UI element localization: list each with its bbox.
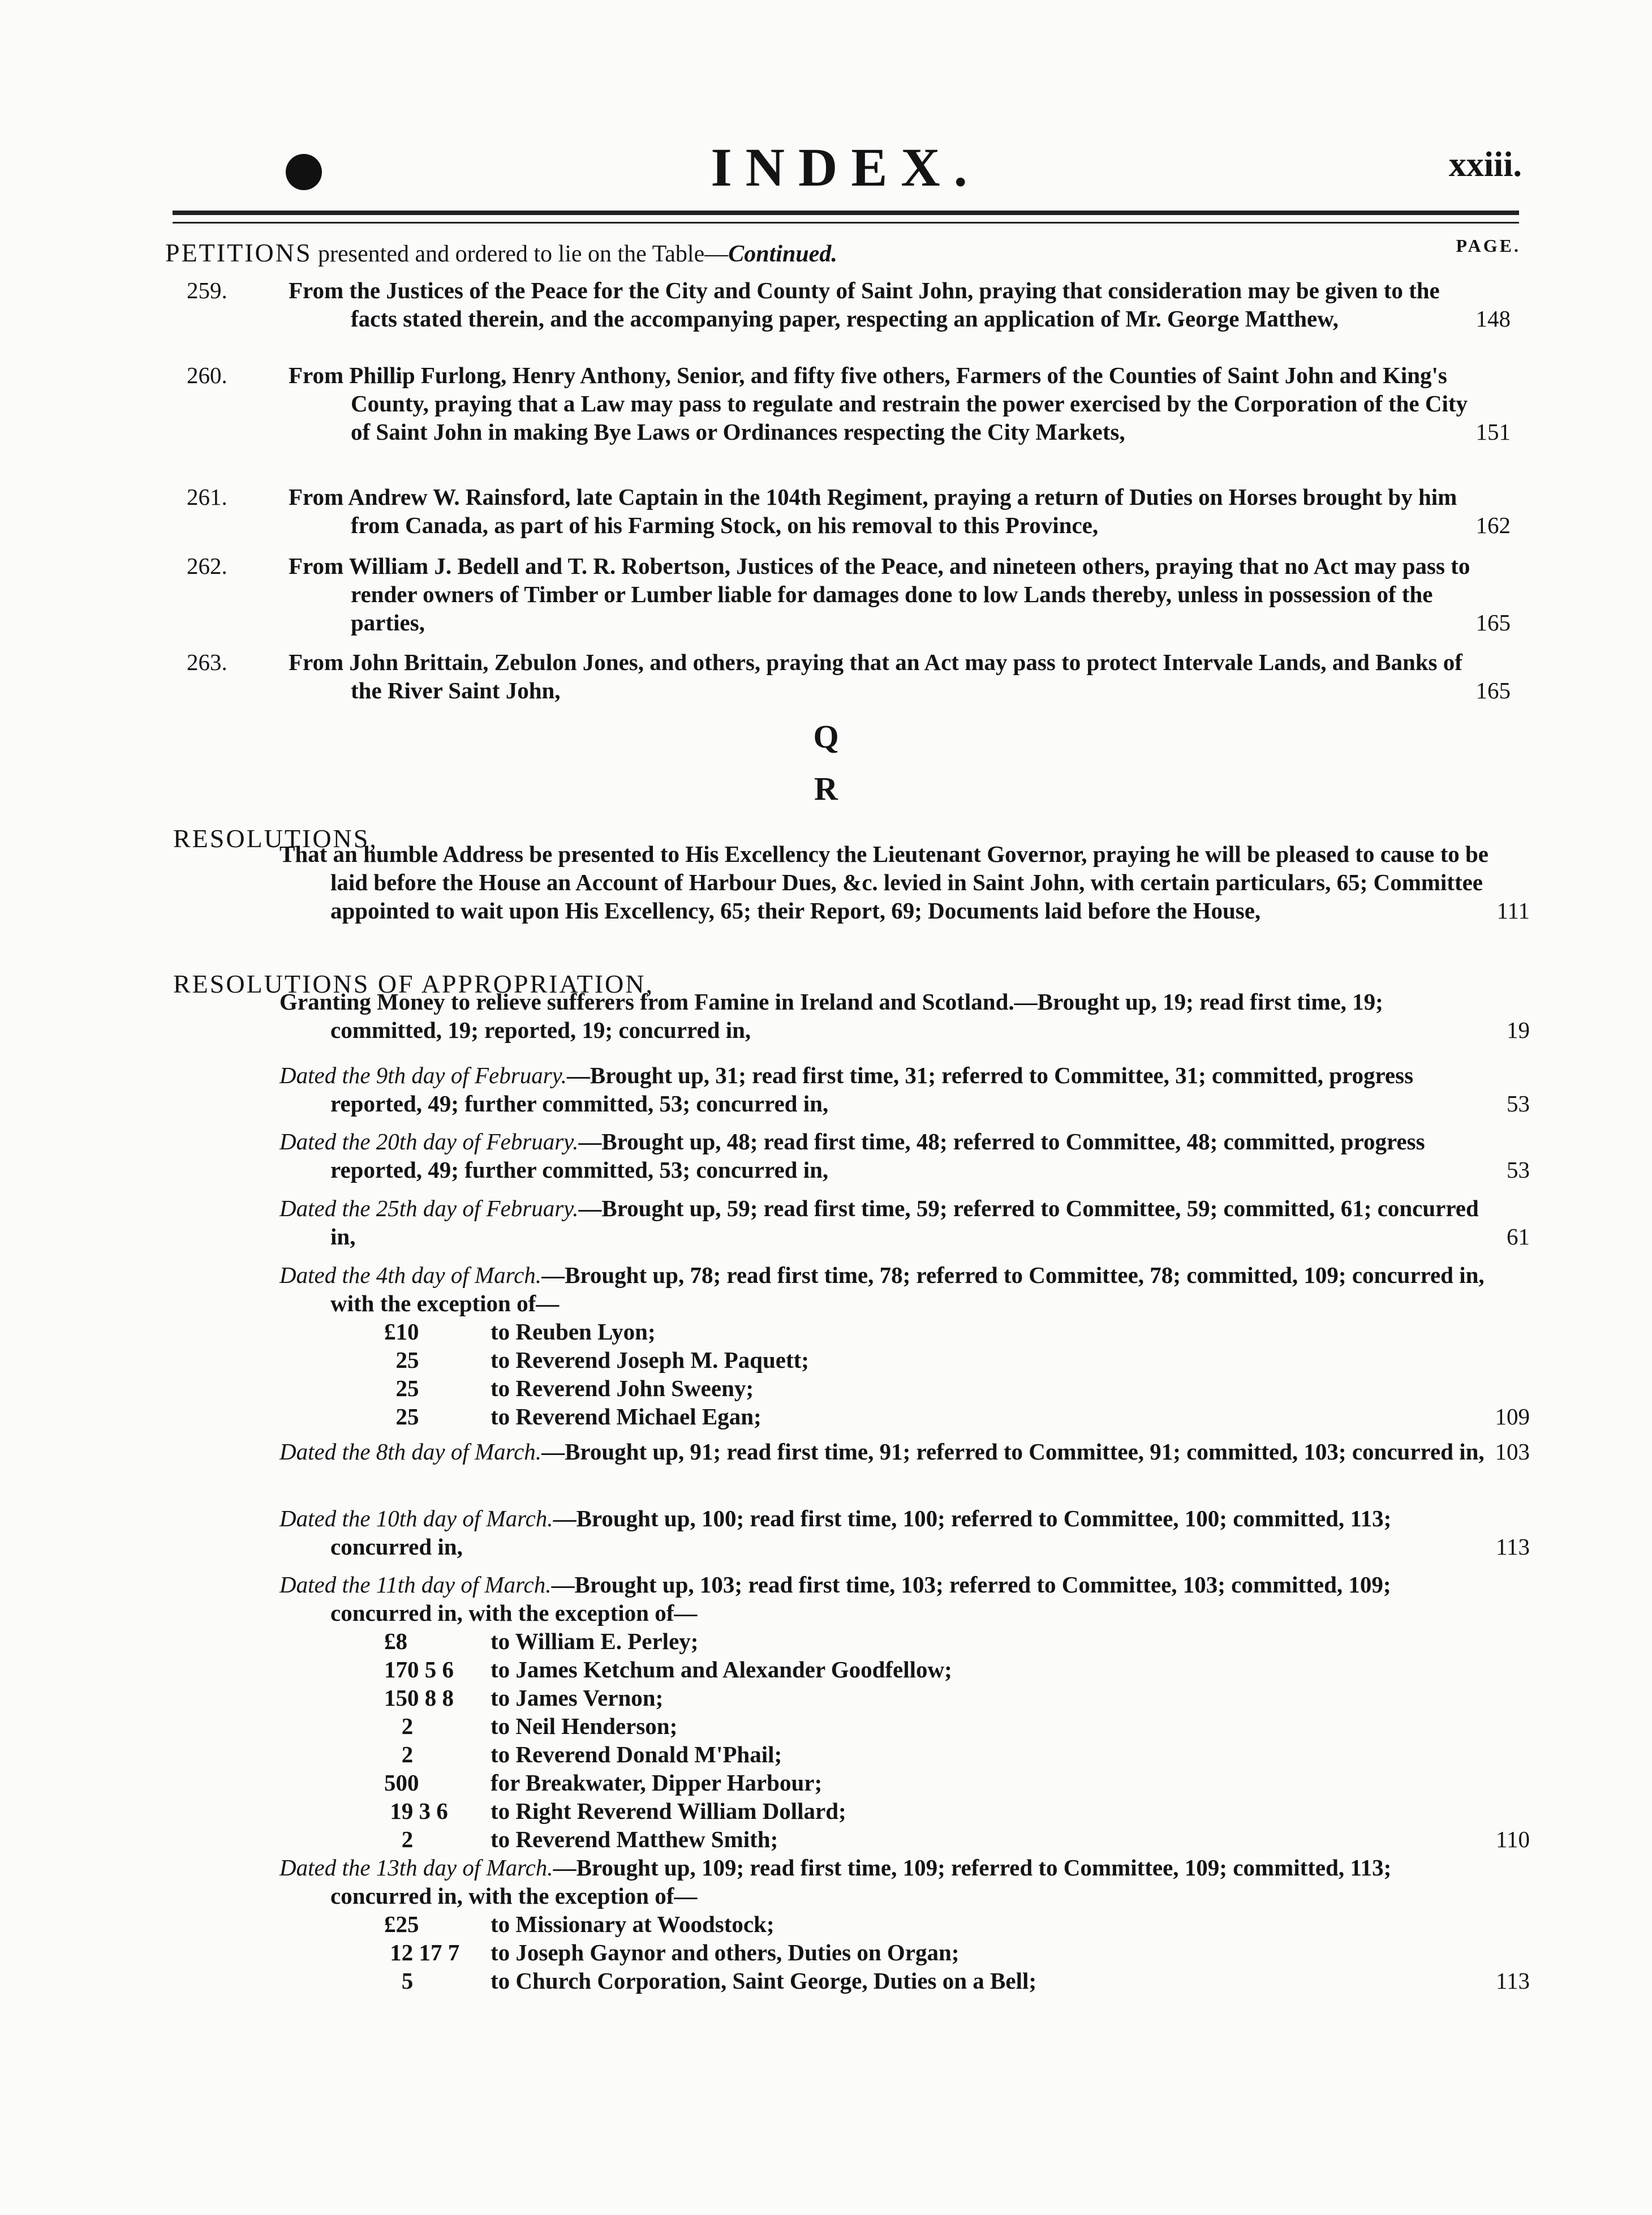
exception-amount: 25 [384, 1403, 419, 1430]
header-rule-thick [173, 211, 1519, 215]
exception-amount: £8 [384, 1628, 407, 1654]
resolutions-heading: RESOLUTIONS, [173, 824, 378, 853]
appropriation-date: Dated the 10th day of March. [279, 1505, 553, 1531]
petition-page: 165 [1475, 677, 1511, 703]
appropriation-text: —Brought up, 48; read first time, 48; referred to Committee, 48; committed, progress reported, 49; further committed, 53; concurred in, [330, 1128, 1425, 1183]
appropriation-date: Dated the 11th day of March. [279, 1572, 552, 1598]
page-column-label: PAGE. [1456, 235, 1521, 256]
page-title: INDEX. [711, 137, 981, 198]
exception-payee: for Breakwater, Dipper Harbour; [491, 1770, 823, 1796]
petition-number: 261. [187, 484, 227, 510]
exception-row [384, 1402, 1530, 1431]
appropriation-page: 109 [1495, 1403, 1530, 1430]
appropriation-date: Dated the 20th day of February. [279, 1128, 579, 1154]
exception-amount: 2 [384, 1826, 414, 1852]
appropriation-page: 61 [1507, 1224, 1530, 1250]
appropriation-text: —Brought up, 103; read first time, 103; referred to Committee, 103; committed, 109; concurred in, with the exception of— [330, 1572, 1391, 1626]
exception-amount: 2 [384, 1713, 414, 1739]
exception-payee: to Neil Henderson; [491, 1713, 678, 1739]
exception-payee: to Reuben Lyon; [491, 1319, 656, 1345]
exception-payee: to Reverend Joseph M. Paquett; [491, 1347, 809, 1373]
petition-page: 148 [1475, 306, 1511, 332]
exception-row [384, 1684, 1530, 1712]
appropriation-text: Granting Money to relieve sufferers from Famine in Ireland and Scotland.—Brought up, 19; read first time, 19; committed, 19; reported, 19; concurred in, [279, 989, 1383, 1043]
petition-entry [187, 552, 1533, 637]
exception-list [384, 1317, 1530, 1431]
appropriation-text: —Brought up, 59; read first time, 59; referred to Committee, 59; committed, 61; concurred in, [330, 1195, 1479, 1250]
petition-entry [187, 276, 1533, 333]
page-header [170, 136, 1522, 198]
appropriation-entry [279, 988, 1530, 1044]
petition-number: 262. [187, 553, 227, 579]
exception-row [384, 1712, 1530, 1740]
petition-number: 260. [187, 362, 227, 388]
exception-payee: to Missionary at Woodstock; [491, 1911, 775, 1937]
appropriation-date: Dated the 4th day of March. [279, 1262, 542, 1288]
petition-number: 259. [187, 277, 227, 303]
resolution-text: That an humble Address be presented to His Excellency the Lieutenant Governor, praying he will be pleased to cause to be laid before the House an Account of Harbour Dues, &c. levied in Saint John, with certain particulars, 65; Committee appointed to wait upon His Excellency, 65; their Report, 69; Documents laid before the House, [279, 841, 1489, 924]
appropriation-entry [279, 1570, 1530, 1853]
exception-row [384, 1768, 1530, 1797]
appropriation-date: Dated the 8th day of March. [279, 1439, 542, 1465]
exception-payee: to Church Corporation, Saint George, Duties on a Bell; [491, 1968, 1037, 1994]
petition-text: From the Justices of the Peace for the City and County of Saint John, praying that consideration may be given to the facts stated therein, and the accompanying paper, respecting an application of Mr. George Matthew, [289, 277, 1440, 332]
section-letter-r: R [814, 770, 838, 807]
appropriation-heading: RESOLUTIONS OF APPROPRIATION, [173, 969, 654, 998]
appropriation-entry [279, 1127, 1530, 1184]
appropriation-date: Dated the 25th day of February. [279, 1195, 579, 1221]
exception-amount: 150 8 8 [384, 1685, 454, 1711]
exception-payee: to Right Reverend William Dollard; [491, 1798, 846, 1824]
petition-text: From John Brittain, Zebulon Jones, and others, praying that an Act may pass to protect Intervale Lands, and Banks of the River Saint John, [289, 649, 1462, 703]
appropriation-entry [279, 1853, 1530, 1995]
appropriation-page: 103 [1495, 1439, 1530, 1465]
appropriation-text: —Brought up, 78; read first time, 78; referred to Committee, 78; committed, 109; concurred in, with the exception of— [330, 1262, 1485, 1316]
exception-amount: 19 3 6 [384, 1798, 448, 1824]
petition-entry [187, 361, 1533, 446]
appropriation-entry [279, 1504, 1530, 1561]
exception-row [384, 1910, 1530, 1938]
appropriation-entry [279, 1194, 1530, 1251]
petition-text: From Andrew W. Rainsford, late Captain in the 104th Regiment, praying a return of Duties on Horses brought by him from Canada, as part of his Farming Stock, on his removal to this Province, [289, 484, 1457, 538]
page-number: xxiii. [1448, 145, 1522, 184]
exception-amount: 12 17 7 [384, 1939, 460, 1965]
header-rule-thin [173, 222, 1519, 224]
exception-payee: to James Vernon; [491, 1685, 664, 1711]
petitions-heading-rest: presented and ordered to lie on the Table— [312, 241, 729, 267]
appropriation-text: —Brought up, 91; read first time, 91; referred to Committee, 91; committed, 103; concurred in, [541, 1439, 1485, 1465]
exception-amount: 25 [384, 1347, 419, 1373]
exception-list [384, 1627, 1530, 1853]
exception-list [384, 1910, 1530, 1995]
appropriation-entry [279, 1061, 1530, 1118]
exception-amount: £10 [384, 1319, 419, 1345]
exception-row [384, 1938, 1530, 1967]
exception-row [384, 1346, 1530, 1374]
exception-row [384, 1825, 1530, 1853]
exception-amount: 5 [384, 1968, 414, 1994]
petitions-heading-title: PETITIONS [165, 238, 312, 267]
appropriation-text: —Brought up, 100; read first time, 100; referred to Committee, 100; committed, 113; concurred in, [330, 1505, 1392, 1560]
appropriation-page: 113 [1496, 1534, 1530, 1560]
petition-entry [187, 483, 1533, 539]
appropriation-text: —Brought up, 109; read first time, 109; referred to Committee, 109; committed, 113; concurred in, with the exception of— [330, 1855, 1392, 1909]
exception-amount: 25 [384, 1375, 419, 1401]
exception-amount: 500 [384, 1770, 419, 1796]
petition-text: From William J. Bedell and T. R. Robertson, Justices of the Peace, and nineteen others, praying that no Act may pass to render owners of Timber or Lumber liable for damages done to low Lands thereby, unless in possession of the parties, [289, 553, 1470, 636]
exception-payee: to William E. Perley; [491, 1628, 699, 1654]
appropriation-entry [279, 1437, 1530, 1466]
petitions-heading [165, 238, 837, 268]
exception-amount: 170 5 6 [384, 1656, 454, 1682]
petitions-continued: Continued. [728, 241, 837, 267]
resolution-entry [279, 840, 1530, 925]
section-letter-q: Q [813, 718, 839, 755]
petition-page: 151 [1475, 419, 1511, 445]
exception-amount: £25 [384, 1911, 419, 1937]
petition-number: 263. [187, 649, 227, 675]
appropriation-page: 53 [1507, 1157, 1530, 1183]
exception-payee: to Reverend Michael Egan; [491, 1403, 762, 1430]
exception-payee: to Reverend Matthew Smith; [491, 1826, 778, 1852]
exception-row [384, 1317, 1530, 1346]
exception-row [384, 1655, 1530, 1684]
petition-text: From Phillip Furlong, Henry Anthony, Senior, and fifty five others, Farmers of the Counties of Saint John and King's County, praying that a Law may pass to regulate and restrain the power exercised by the Corporation of the City of Saint John in making Bye Laws or Ordinances respecting the City Markets, [289, 362, 1468, 445]
appropriation-page: 113 [1496, 1968, 1530, 1994]
petition-entry [187, 648, 1533, 705]
petition-page: 162 [1475, 512, 1511, 538]
appropriation-date: Dated the 13th day of March. [279, 1855, 553, 1881]
resolution-page: 111 [1496, 898, 1530, 924]
exception-payee: to Reverend Donald M'Phail; [491, 1741, 782, 1767]
appropriation-page: 110 [1496, 1826, 1530, 1852]
appropriation-entry [279, 1261, 1530, 1431]
appropriation-date: Dated the 9th day of February. [279, 1062, 567, 1088]
exception-payee: to Reverend John Sweeny; [491, 1375, 754, 1401]
exception-row [384, 1740, 1530, 1768]
appropriation-page: 53 [1507, 1091, 1530, 1117]
exception-payee: to Joseph Gaynor and others, Duties on Organ; [491, 1939, 960, 1965]
exception-payee: to James Ketchum and Alexander Goodfellow; [491, 1656, 952, 1682]
petition-page: 165 [1475, 609, 1511, 636]
exception-row [384, 1374, 1530, 1402]
appropriation-page: 19 [1507, 1017, 1530, 1043]
exception-row [384, 1797, 1530, 1825]
exception-amount: 2 [384, 1741, 414, 1767]
exception-row [384, 1967, 1530, 1995]
exception-row [384, 1627, 1530, 1655]
appropriation-text: —Brought up, 31; read first time, 31; referred to Committee, 31; committed, progress reported, 49; further committed, 53; concurred in, [330, 1062, 1414, 1117]
